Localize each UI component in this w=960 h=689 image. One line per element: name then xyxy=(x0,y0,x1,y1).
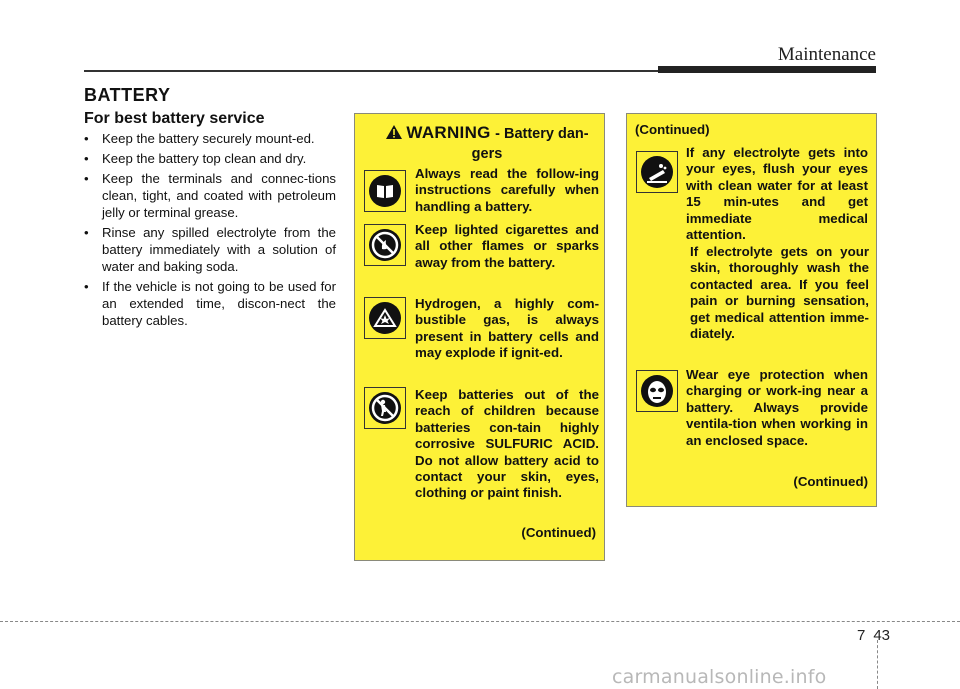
eye-protection-text: Wear eye protection when charging or work-ing near a battery. Always provide ventila-tion when working in an enclosed space. xyxy=(686,367,868,448)
warning-triangle-icon xyxy=(385,124,403,145)
continued-label: (Continued) xyxy=(635,122,710,137)
page-index: 43 xyxy=(873,627,891,644)
warning-item-hydrogen: Hydrogen, a highly com-bustible gas, is always present in battery cells and may explode if ignit-ed. xyxy=(415,296,599,361)
header-title: Maintenance xyxy=(777,44,876,65)
best-service-list xyxy=(84,130,336,332)
list-item: • Keep the terminals and connec-tions clean, tight, and coated with petroleum jelly or terminal grease. xyxy=(84,170,336,221)
section-title: BATTERY xyxy=(84,85,171,105)
warning-item-read-instructions: Always read the follow-ing instructions carefully when handling a battery. xyxy=(415,166,599,214)
footer-rule xyxy=(0,621,960,622)
header-rule-accent xyxy=(658,66,876,73)
list-item: • Keep the battery top clean and dry. xyxy=(84,150,336,167)
watermark: carmanualsonline.info xyxy=(612,666,827,688)
warning-word: WARNING xyxy=(406,123,491,142)
warning-subject: - Battery dan-gers xyxy=(471,126,589,162)
corrosive-hand-icon xyxy=(636,151,678,193)
page-number xyxy=(857,627,890,644)
warning-item-children: Keep batteries out of the reach of children because batteries con-tain highly corrosive SULFURIC ACID. Do not allow battery acid to contact your skin, eyes, clothing or paint finish. xyxy=(415,387,599,501)
list-item: • Rinse any spilled electrolyte from the battery immediately with a solution of water and baking soda. xyxy=(84,224,336,275)
warning-item-no-flames: Keep lighted cigarettes and all other flames or sparks away from the battery. xyxy=(415,222,599,270)
warning-heading xyxy=(377,124,597,163)
no-flame-icon xyxy=(364,224,406,266)
keep-away-children-icon xyxy=(364,387,406,429)
best-service-title: For best battery service xyxy=(84,110,265,127)
footer-divider xyxy=(877,640,878,689)
header-rule xyxy=(84,70,658,72)
continued-label: (Continued) xyxy=(793,474,868,489)
list-item: • Keep the battery securely mount-ed. xyxy=(84,130,336,147)
continued-label: (Continued) xyxy=(521,525,596,540)
explosion-icon xyxy=(364,297,406,339)
warning-item-skin: If electrolyte gets on your skin, thoroughly wash the contacted area. If you feel pain or burning sensation, get medical attention imme-diately. xyxy=(690,244,869,342)
eye-flush-text: If any electrolyte gets into your eyes, flush your eyes with clean water for at least 15 min-utes and get immediate medical attention. xyxy=(686,145,868,243)
manual-book-icon xyxy=(364,170,406,212)
eye-protection-icon xyxy=(636,370,678,412)
list-item: • If the vehicle is not going to be used for an extended time, discon-nect the battery cables. xyxy=(84,278,336,329)
warning-box xyxy=(354,113,605,561)
chapter-number: 7 xyxy=(857,627,866,644)
